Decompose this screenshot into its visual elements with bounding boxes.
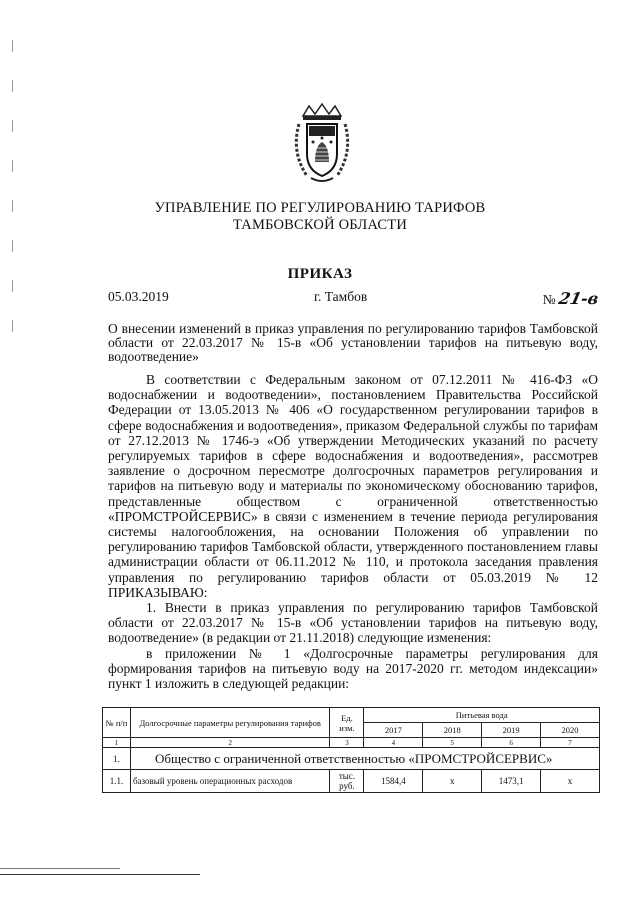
document-number: [542, 289, 601, 308]
column-number: 2: [130, 738, 330, 748]
column-number: 7: [541, 738, 600, 748]
row-value: 1584,4: [364, 770, 423, 793]
tambov-coat-of-arms-icon: [289, 102, 355, 184]
header-year: 2017: [364, 723, 423, 738]
table-header-row: [103, 708, 600, 723]
header-unit: Ед. изм.: [330, 708, 364, 738]
tariff-parameters-table: [102, 707, 600, 793]
footnote-divider: [0, 874, 200, 875]
table-row: [103, 770, 600, 793]
document-city: г. Тамбов: [314, 289, 368, 304]
row-value: 1473,1: [482, 770, 541, 793]
scan-edge-line: [0, 868, 120, 869]
row-value: х: [541, 770, 600, 793]
header-param: Долгосрочные параметры регулирования тарифов: [130, 708, 330, 738]
table-row: [103, 748, 600, 770]
column-number: 5: [423, 738, 482, 748]
organization-name: Общество с ограниченной ответственностью «ПРОМСТРОЙСЕРВИС»: [130, 748, 599, 770]
row-value: х: [423, 770, 482, 793]
header-year: 2019: [482, 723, 541, 738]
row-num: 1.: [103, 748, 131, 770]
header-year: 2020: [541, 723, 600, 738]
column-number: 6: [482, 738, 541, 748]
document-date: 05.03.2019: [108, 289, 169, 304]
document-type: ПРИКАЗ: [287, 266, 353, 282]
number-prefix: №: [542, 292, 556, 307]
document-meta: [108, 289, 601, 311]
paragraph-preamble: В соответствии с Федеральным законом от 07.12.2011 № 416-ФЗ «О водоснабжении и водоотведении», постановлением Правительства Российской Федерации от 13.05.2013 № 406 «О государственном регулировании тарифов в сфере водоснабжения и водоотведения», приказом Федеральной службы по тарифам от 27.12.2013 № 1746-э «Об утверждении Методических указаний по расчету регулируемых тарифов в сфере водоснабжения и водоотведения», рассмотрев заявление о досрочном пересмотре долгосрочных параметров регулирования и тарифов на питьевую воду и материалы по экономическому обоснованию тарифов, представленные обществом с ограниченной ответственностью «ПРОМСТРОЙСЕРВИС» в связи с изменением в течение периода регулирования системы налогообложения, на основании Положения об управлении по регулированию тарифов Тамбовской области, утвержденного постановлением главы администрации области от 06.11.2012 № 110, и протокола заседания правления управления по регулированию тарифов области от 05.03.2019 № 12 ПРИКАЗЫВАЮ:: [108, 372, 598, 600]
row-param: базовый уровень операционных расходов: [130, 770, 330, 793]
row-num: 1.1.: [103, 770, 131, 793]
header-drinking-water: Питьевая вода: [364, 708, 600, 723]
header-year: 2018: [423, 723, 482, 738]
table-column-numbers-row: [103, 738, 600, 748]
agency-line-1: УПРАВЛЕНИЕ ПО РЕГУЛИРОВАНИЮ ТАРИФОВ: [154, 200, 486, 216]
row-unit: тыс. руб.: [330, 770, 364, 793]
header-num: № п/п: [103, 708, 131, 738]
agency-name: [0, 200, 640, 234]
handwritten-number: 21-в: [556, 289, 601, 308]
column-number: 3: [330, 738, 364, 748]
paragraph-appendix-1: в приложении № 1 «Долгосрочные параметры регулирования для формирования тарифов на питьевую воду на 2017-2020 гг. методом индексации» пункт 1 изложить в следующей редакции:: [108, 645, 598, 692]
column-number: 1: [103, 738, 131, 748]
document-subject: О внесении изменений в приказ управления по регулированию тарифов Тамбовской области от 22.03.2017 № 15-в «Об установлении тарифов на питьевую воду, водоотведение»: [108, 321, 598, 364]
agency-line-2: ТАМБОВСКОЙ ОБЛАСТИ: [232, 217, 408, 233]
document-body: [108, 372, 598, 691]
column-number: 4: [364, 738, 423, 748]
paragraph-item-1: 1. Внести в приказ управления по регулированию тарифов Тамбовской области от 22.03.2017 № 15-в «Об установлении тарифов на питьевую воду, водоотведение» (в редакции от 21.11.2018) следующие изменения:: [108, 600, 598, 646]
